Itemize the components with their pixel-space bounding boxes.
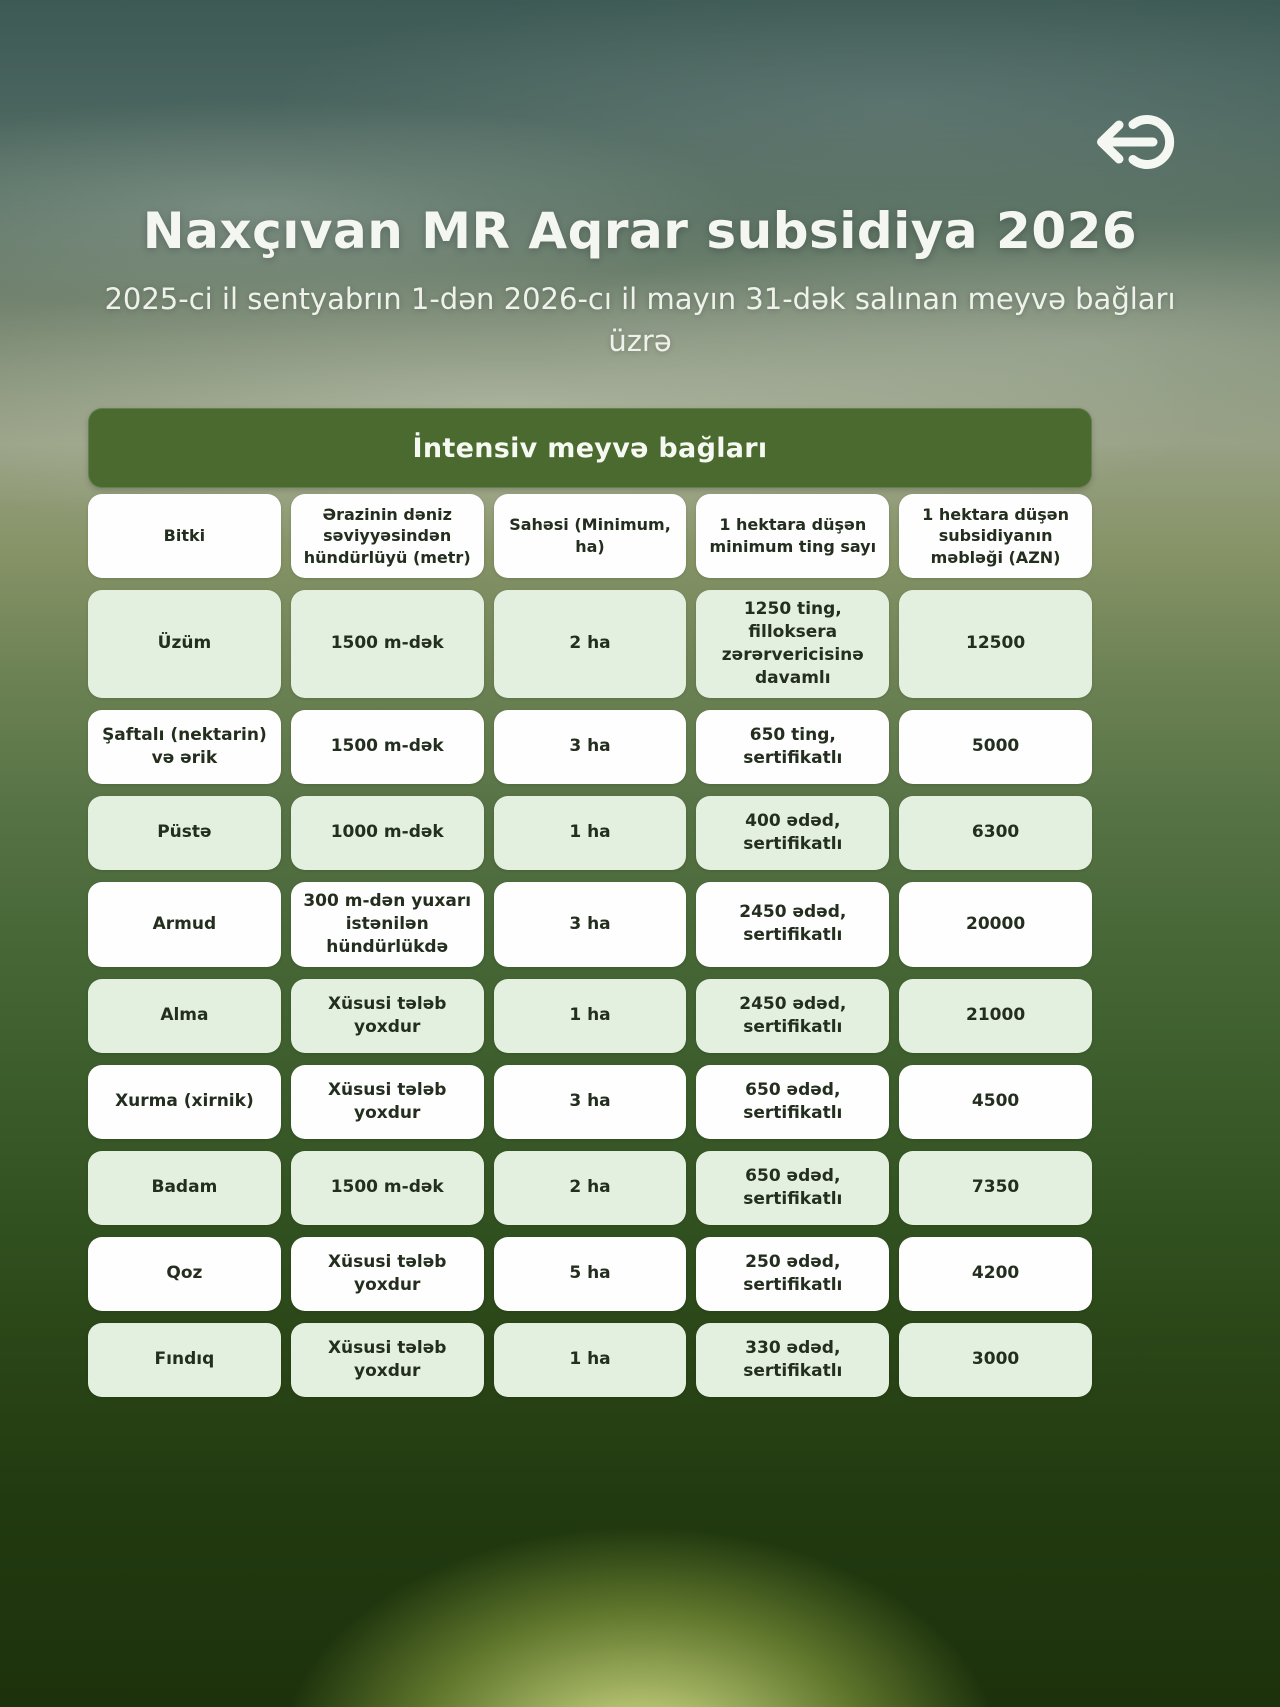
table-grid <box>88 494 1092 1397</box>
column-header-altitude: Ərazinin dəniz səviyyəsindən hündürlüyü (metr) <box>291 494 484 578</box>
table-cell: 7350 <box>899 1151 1092 1225</box>
table-cell: 1500 m-dək <box>291 710 484 784</box>
table-cell: Armud <box>88 882 281 967</box>
table-cell: 1 ha <box>494 796 687 870</box>
column-header-plant: Bitki <box>88 494 281 578</box>
table-cell: 1 ha <box>494 979 687 1053</box>
back-button[interactable] <box>1090 110 1182 174</box>
table-cell: Üzüm <box>88 590 281 698</box>
table-cell: Şaftalı (nektarin) və ərik <box>88 710 281 784</box>
table-cell: Xurma (xirnik) <box>88 1065 281 1139</box>
table-cell: 2 ha <box>494 590 687 698</box>
table-cell: 4500 <box>899 1065 1092 1139</box>
table-cell: Xüsusi tələb yoxdur <box>291 1065 484 1139</box>
table-banner: İntensiv meyvə bağları <box>88 408 1092 488</box>
table-cell: 1500 m-dək <box>291 1151 484 1225</box>
table-cell: Xüsusi tələb yoxdur <box>291 1237 484 1311</box>
table-cell: 650 ədəd, sertifikatlı <box>696 1065 889 1139</box>
table-cell: 1 ha <box>494 1323 687 1397</box>
table-cell: Badam <box>88 1151 281 1225</box>
table-cell: 3000 <box>899 1323 1092 1397</box>
table-cell: 5000 <box>899 710 1092 784</box>
table-cell: 330 ədəd, sertifikatlı <box>696 1323 889 1397</box>
column-header-subsidy: 1 hektara düşən subsidiyanın məbləği (AZN) <box>899 494 1092 578</box>
column-header-area: Sahəsi (Minimum, ha) <box>494 494 687 578</box>
table-cell: 20000 <box>899 882 1092 967</box>
table-cell: 400 ədəd, sertifikatlı <box>696 796 889 870</box>
table-cell: 3 ha <box>494 1065 687 1139</box>
table-cell: Xüsusi tələb yoxdur <box>291 1323 484 1397</box>
table-cell: 1250 ting, filloksera zərərvericisinə davamlı <box>696 590 889 698</box>
table-cell: 300 m-dən yuxarı istənilən hündürlükdə <box>291 882 484 967</box>
column-header-saplings: 1 hektara düşən minimum ting sayı <box>696 494 889 578</box>
subsidy-table <box>88 408 1092 1397</box>
page-subtitle: 2025-ci il sentyabrın 1-dən 2026-cı il mayın 31-dək salınan meyvə bağları üzrə <box>104 282 1176 359</box>
table-cell: 3 ha <box>494 882 687 967</box>
table-cell: 4200 <box>899 1237 1092 1311</box>
page-title: Naxçıvan MR Aqrar subsidiya 2026 <box>142 202 1138 260</box>
table-cell: 2 ha <box>494 1151 687 1225</box>
table-cell: Xüsusi tələb yoxdur <box>291 979 484 1053</box>
table-cell: 6300 <box>899 796 1092 870</box>
table-cell: Alma <box>88 979 281 1053</box>
table-cell: 1000 m-dək <box>291 796 484 870</box>
table-cell: 650 ədəd, sertifikatlı <box>696 1151 889 1225</box>
table-cell: 1500 m-dək <box>291 590 484 698</box>
table-cell: 12500 <box>899 590 1092 698</box>
table-cell: 21000 <box>899 979 1092 1053</box>
table-cell: 2450 ədəd, sertifikatlı <box>696 979 889 1053</box>
table-cell: Fındıq <box>88 1323 281 1397</box>
table-cell: 2450 ədəd, sertifikatlı <box>696 882 889 967</box>
table-cell: 650 ting, sertifikatlı <box>696 710 889 784</box>
table-cell: 3 ha <box>494 710 687 784</box>
table-cell: Qoz <box>88 1237 281 1311</box>
back-arrow-icon <box>1090 110 1182 174</box>
table-cell: 250 ədəd, sertifikatlı <box>696 1237 889 1311</box>
table-cell: Püstə <box>88 796 281 870</box>
table-cell: 5 ha <box>494 1237 687 1311</box>
